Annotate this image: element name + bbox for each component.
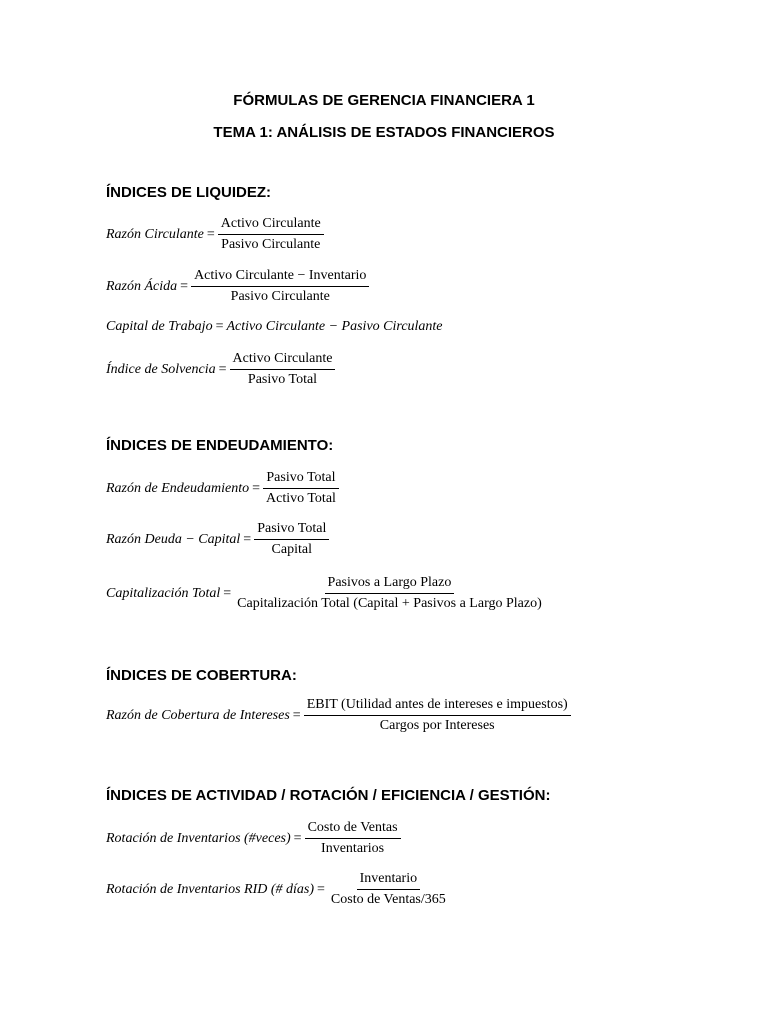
formula-razon-de-endeudamiento xyxy=(106,470,339,507)
formula-razon-acida xyxy=(106,268,369,305)
formula-lhs: Razón de Cobertura de Intereses xyxy=(106,707,290,723)
denominator: Inventarios xyxy=(321,841,385,856)
denominator: Cargos por Intereses xyxy=(379,718,495,733)
formula-lhs: Índice de Solvencia xyxy=(106,361,216,377)
denominator: Activo Total xyxy=(266,491,336,506)
equals-sign: = xyxy=(292,707,301,723)
equals-sign: = xyxy=(317,881,325,897)
numerator: Activo Circulante xyxy=(230,351,336,370)
formula-razon-circulante xyxy=(106,216,324,253)
formula-rotacion-inventarios-dias xyxy=(106,871,449,908)
denominator: Pasivo Circulante xyxy=(230,289,330,304)
section-heading-endeudamiento: ÍNDICES DE ENDEUDAMIENTO: xyxy=(106,437,334,454)
equals-sign: = xyxy=(180,278,189,294)
section-heading-liquidez: ÍNDICES DE LIQUIDEZ: xyxy=(106,184,272,201)
fraction xyxy=(230,351,336,388)
numerator: Pasivo Total xyxy=(254,521,329,540)
numerator: Pasivos a Largo Plazo xyxy=(325,575,455,594)
fraction xyxy=(218,216,324,253)
formula-indice-de-solvencia xyxy=(106,351,335,388)
denominator: Costo de Ventas/365 xyxy=(330,892,446,907)
fraction xyxy=(191,268,369,305)
formula-razon-deuda-capital xyxy=(106,521,329,558)
formula-lhs: Razón Ácida xyxy=(106,278,178,294)
formula-lhs: Capitalización Total xyxy=(106,585,221,601)
formula-lhs: Rotación de Inventarios RID (# días) xyxy=(106,881,315,897)
fraction xyxy=(304,697,571,734)
numerator: Costo de Ventas xyxy=(305,820,401,839)
formula-lhs: Razón de Endeudamiento xyxy=(106,480,250,496)
denominator: Pasivo Circulante xyxy=(221,237,321,252)
formula-rhs: Activo Circulante − Pasivo Circulante xyxy=(226,319,443,334)
denominator: Capitalización Total (Capital + Pasivos a Largo Plazo) xyxy=(237,596,542,611)
formula-lhs: Razón Circulante xyxy=(106,226,204,242)
numerator: Inventario xyxy=(357,871,421,890)
numerator: EBIT (Utilidad antes de intereses e impuestos) xyxy=(304,697,571,716)
fraction xyxy=(263,470,339,507)
formula-lhs: Capital de Trabajo xyxy=(106,319,213,334)
equals-sign: = xyxy=(243,531,252,547)
denominator: Capital xyxy=(271,542,312,557)
equals-sign: = xyxy=(215,319,224,334)
fraction xyxy=(254,521,329,558)
section-heading-actividad: ÍNDICES DE ACTIVIDAD / ROTACIÓN / EFICIENCIA / GESTIÓN: xyxy=(106,787,551,804)
document-subtitle: TEMA 1: ANÁLISIS DE ESTADOS FINANCIEROS xyxy=(213,124,555,141)
equals-sign: = xyxy=(206,226,215,242)
formula-lhs: Rotación de Inventarios (#veces) xyxy=(106,830,291,846)
fraction xyxy=(234,575,545,612)
fraction xyxy=(328,871,449,908)
equals-sign: = xyxy=(223,585,232,601)
equals-sign: = xyxy=(293,830,302,846)
numerator: Activo Circulante xyxy=(218,216,324,235)
formula-rotacion-inventarios-veces xyxy=(106,820,401,857)
fraction xyxy=(305,820,401,857)
formula-capitalizacion-total xyxy=(106,575,545,612)
equals-sign: = xyxy=(218,361,227,377)
formula-razon-de-cobertura xyxy=(106,697,571,734)
numerator: Pasivo Total xyxy=(263,470,338,489)
document-title: FÓRMULAS DE GERENCIA FINANCIERA 1 xyxy=(233,92,535,109)
numerator: Activo Circulante − Inventario xyxy=(191,268,369,287)
formula-lhs: Razón Deuda − Capital xyxy=(106,531,241,547)
equals-sign: = xyxy=(252,480,260,496)
denominator: Pasivo Total xyxy=(247,372,318,387)
section-heading-cobertura: ÍNDICES DE COBERTURA: xyxy=(106,667,297,684)
formula-capital-de-trabajo xyxy=(106,319,443,335)
